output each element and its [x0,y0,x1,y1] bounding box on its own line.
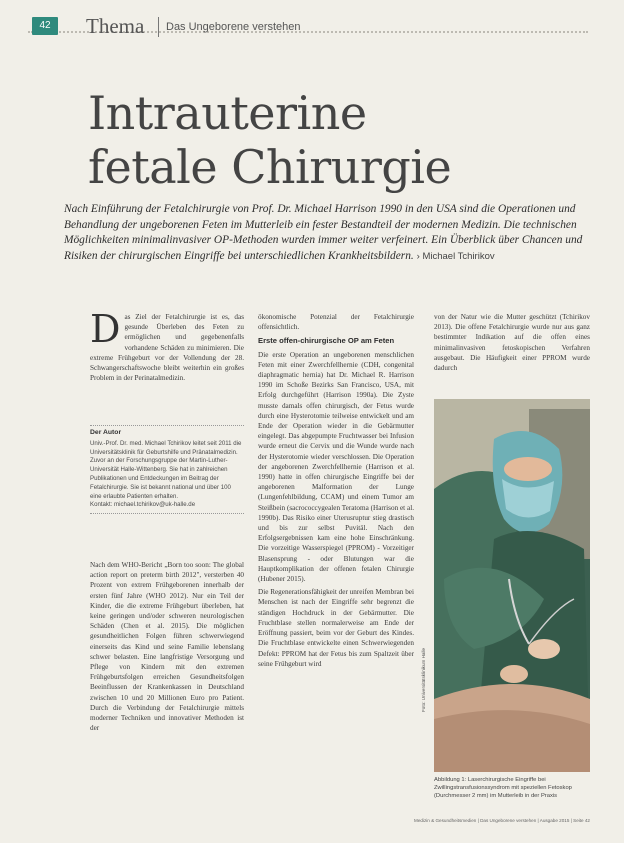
article-title-line2: fetale Chirurgie [88,140,452,194]
photo-credit: Foto: Universitätsklinikum Halle [421,647,426,712]
col3-paragraph-1: von der Natur wie die Mutter geschützt (Tchirikov 2013). Die offene Fetalchirurgie wurde nur aus ganz bestimmter Indikation auf die offen eines minimalinvasiven fetoskopischen Verfahren ausgebaut. Die Häufigkeit einer PPROM wurde dadurch [434,313,590,373]
author-box [90,425,244,517]
section-subtitle: Das Ungeborene verstehen [166,21,301,33]
col2-paragraph-3: Die Regenerationsfähigkeit der unreifen Membran bei Menschen ist nach der Eingriffe sehr begrenzt die ständigen Hochdruck in der Gebärmutter. Die Fruchtblase stellen normalerweise am Ende der Eröffnung passiert, beim vor der Geburt des Kindes. Die Fruchtblase entwickelte einen Schwerwiegenden Defekt: PPROM hat der Fetus bis zum Spaltzeit über seine Frühgeburt wird [258,588,414,668]
article-lead [64,202,584,264]
photo-caption: Abbildung 1: Laserchirurgische Eingriffe bei Zwillingstransfusionssyndrom mit speziellen Fetoskop (Durchmesser 2 mm) im Mutterleib in der Praxis [434,777,572,799]
author-box-contact: Kontakt: michael.tchirikov@uk-halle.de [90,501,196,509]
col1-paragraph-1: as Ziel der Fetalchirurgie ist es, das gesunde Überleben des Feten zu ermöglichen und gegebenenfalls vorhandene Schäden zu minimieren. Die extreme Frühgeburt vor der Vollendung der 28. Schwangerschaftswoche bleibt weiterhin ein großes Problem in der Perinatalmedizin. [90,313,244,383]
page-footer: Medizin & Gesundheitsmedien | Das Ungeborene verstehen | Ausgabe 2015 | Seite 42 [414,818,590,823]
section-title: Thema [86,14,145,38]
surgery-photo-illustration [434,399,590,772]
section-divider [158,17,159,37]
col2-paragraph-2: Die erste Operation an ungeborenen menschlichen Feten mit einer Zwerchfellhernie (CDH, congenital diaphragmatic hernia) hat Dr. Michael R. Harrison 1990 im Schoße Bezirks San Francisco, USA, mit Erfolg durchgeführt (Harrison 1990a). Die Zyste musste damals offen chirurgisch, der Fetus wurde durch eine Hysterotomie teilweise entwickelt und am Ende der Operation wieder in die Gebärmutter eingelegt. Das abgepumpte Fruchtwasser bei Infusion wurde erneut die Cervix und die Wunde wurde nach der Hysterotomie wieder verschlossen. Die Operation der angeborenen Zwerchfellhernie (Harrison et al. 1990) hatte in offen chirurgische Eingriffe bei der angeborenen Malformation der Lunge (Lungenfehlbildung, CCAM) und einem Tumor am Steißbein (sacrococcygealen Teratoma (Harrison et al. 1990b). Das Risiko einer Uterusruptur stieg drastisch und bis zur selbst Puvitäl. Nach den Erfolgsergebnissen kam eine hohe Einschränkung. Die vorzeitige Wasserspiegel (PPROM) - Vorzeitiger Blasensprung - oder Blutungen war die Hauptkomplikation der offenen fetalen Chirurgie (Hubener 2015). [258,350,414,584]
author-box-rule [90,513,244,517]
column-3 [434,312,590,376]
column-1-bottom [90,560,244,736]
drop-cap: D [90,307,121,351]
col2-paragraph-1: ökonomische Potenzial der Fetalchirurgie offensichtlich. [258,313,414,332]
column-2 [258,312,414,672]
author-box-text: Univ.-Prof. Dr. med. Michael Tchirikov leitet seit 2011 die Universitätsklinik für Geburtshilfe und Pränatalmedizin. Zuvor an der Forschungsgruppe der Martin-Luther-Universität Halle-Wittenberg. Sie hat in zahlreichen Publikationen und Entdeckungen im Beitrag der Fetalchirurgie. Sie ist bekannt national und über 100 eine erlaubte Patienten erhalten. [90,439,242,500]
column-1-top [90,307,244,386]
page-number-badge: 42 [32,17,58,35]
lead-author: › Michael Tchirikov [416,250,495,262]
article-title-line1: Intrauterine [88,86,367,140]
article-title [88,86,451,194]
col2-subheading: Erste offen-chirurgische OP am Feten [258,336,395,346]
author-box-title: Der Autor [90,429,122,436]
col1-paragraph-2: Nach dem WHO-Bericht „Born too soon: The global action report on preterm birth 2012", versterben 40 Prozent von extrem Frühgeborenen innerhalb der ersten fünf Jahre (WHO 2012). Nur ein Teil der Kinder, die die extreme Frühgeburt überleben, hat keine geringen und/oder schweren neurologischen Schäden (Chen et al. 2015). Die möglichen gesundheitlichen Folgen führen schwerwiegend einerseits das Kind und seine Familie lebenslang schwer belasten. Eine langfristige Versorgung und Pflege von Kindern mit den extremen Frühgeburtsfolgen erreichen Gesundheitsfolgen Beeinflussen der Krankenkassen in Deutschland zwischen 10 und 20 Millionen Euro pro Patient. Durch die Verbindung der Fetalchirurgie mittels moderner Techniken und innovativer Methoden ist der [90,561,244,733]
surgery-photo [434,399,590,772]
lead-text: Nach Einführung der Fetalchirurgie von Prof. Dr. Michael Harrison 1990 in den USA sind die Operationen und Behandlung der ungeborenen Feten im Mutterleib ein fester Bestandteil der modernen Medizin. Die technischen Möglichkeiten minimalinvasiver OP-Methoden wurden immer weiter verfeinert. Ein Überblick über Chancen und Risiken der chirurgischen Eingriffe bei unterschiedlichen Krankheitsbildern. [64,203,583,262]
